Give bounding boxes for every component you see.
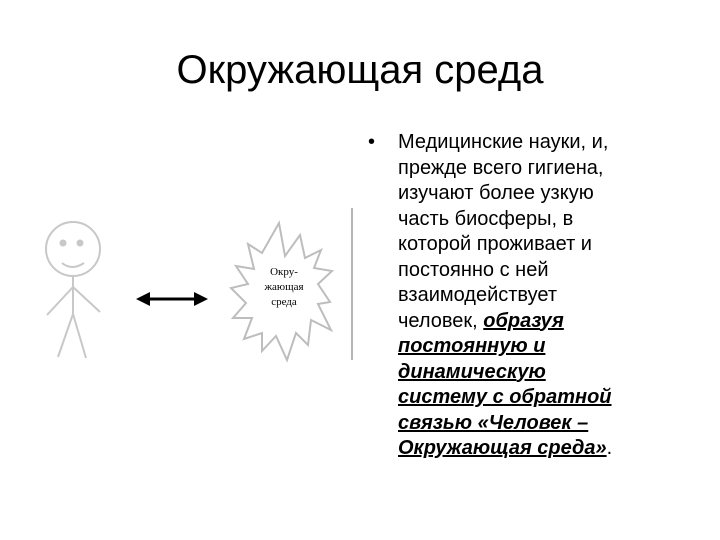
text-line: Медицинские науки, и, [398, 131, 609, 153]
text-line: постоянно с ней [398, 258, 549, 281]
text-line: постоянную и [398, 335, 546, 357]
text-line: прежде всего гигиена, [398, 156, 604, 179]
burst-label-line1: Окру- [270, 266, 298, 278]
stick-figure-person-icon [46, 222, 100, 358]
bullet-marker: • [368, 131, 376, 153]
text-line: Окружающая среда». [398, 437, 613, 459]
environment-figure [0, 200, 370, 370]
burst-label-line2: жающая [264, 281, 304, 293]
double-headed-arrow-icon [136, 292, 208, 306]
text-line: связью «Человек – [398, 411, 589, 434]
text-line: динамическую [398, 360, 546, 383]
text-line: человек, образуя [398, 309, 564, 332]
text-line: изучают более узкую [398, 182, 594, 204]
text-line: которой проживает и [398, 233, 592, 255]
bullet-text [398, 130, 688, 462]
text-line: взаимодействует [398, 284, 558, 306]
slide-title: Окружающая среда [176, 48, 544, 92]
text-line: часть биосферы, в [398, 207, 574, 230]
text-line: систему с обратной [398, 386, 612, 408]
explosion-burst-icon [231, 223, 332, 360]
burst-label-line3: среда [271, 296, 297, 308]
